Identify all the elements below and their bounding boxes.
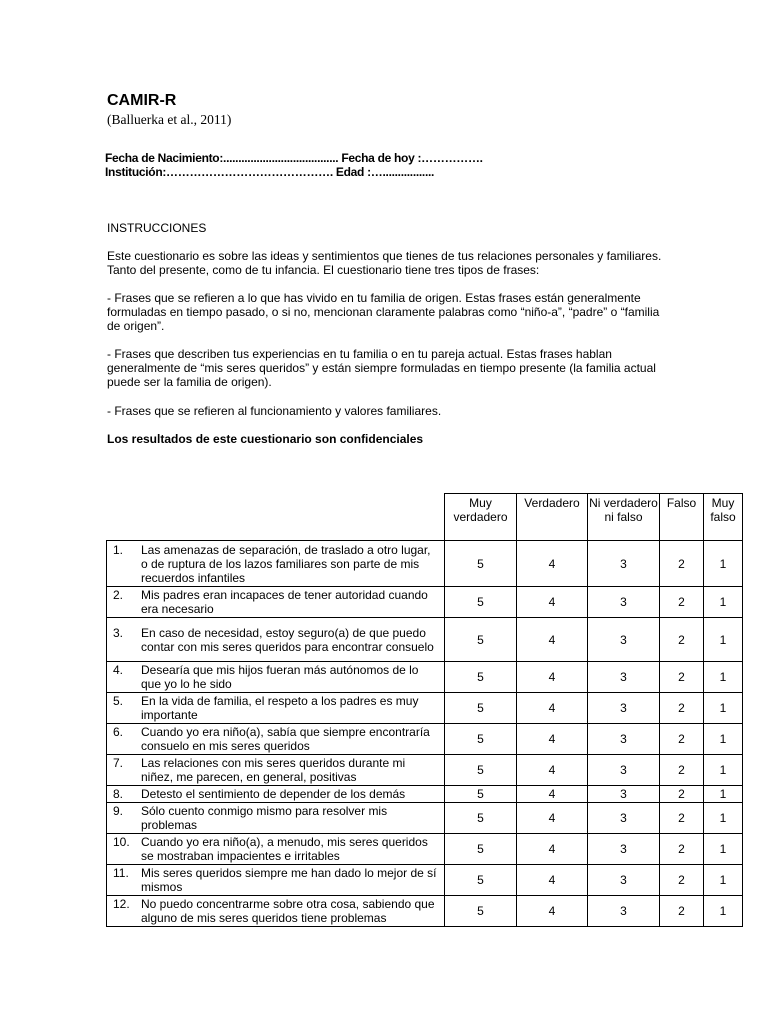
rating-option[interactable]: 4 [517, 693, 588, 724]
rating-option[interactable]: 1 [704, 755, 743, 786]
item-number: 6. [113, 725, 124, 739]
rating-option[interactable]: 4 [517, 896, 588, 927]
rating-option[interactable]: 5 [445, 786, 517, 803]
instructions-paragraph-2: - Frases que se refieren a lo que has vivido en tu familia de origen. Estas frases están generalmente formuladas en tiempo pasado, o si no, mencionan claramente palabras como “niño-a”, “padre” o “familia de origen”. [107, 291, 660, 333]
instructions-heading: INSTRUCCIONES [107, 221, 207, 235]
rating-option[interactable]: 3 [588, 786, 660, 803]
item-cell [107, 803, 445, 834]
rating-option[interactable]: 1 [704, 662, 743, 693]
rating-option[interactable]: 4 [517, 541, 588, 587]
table-row [107, 896, 743, 927]
rating-option[interactable]: 5 [445, 587, 517, 618]
item-cell [107, 865, 445, 896]
rating-option[interactable]: 2 [660, 587, 704, 618]
table-row [107, 803, 743, 834]
column-header-muy-verdadero: Muy verdadero [445, 494, 517, 541]
rating-option[interactable]: 3 [588, 693, 660, 724]
item-cell [107, 541, 445, 587]
citation: (Balluerka et al., 2011) [107, 112, 232, 127]
item-cell [107, 618, 445, 662]
table-row [107, 786, 743, 803]
item-cell [107, 662, 445, 693]
item-number: 11. [113, 866, 129, 880]
table-row [107, 662, 743, 693]
item-number: 7. [113, 756, 124, 770]
column-header-muy-falso: Muy falso [704, 494, 743, 541]
item-statement: Las amenazas de separación, de traslado a otro lugar, o de ruptura de los lazos familiares son parte de mis recuerdos infantiles [141, 542, 431, 585]
header-blank-cell [107, 494, 445, 541]
rating-option[interactable]: 4 [517, 803, 588, 834]
rating-option[interactable]: 5 [445, 834, 517, 865]
item-cell [107, 724, 445, 755]
item-number: 10. [113, 835, 130, 849]
table-row [107, 834, 743, 865]
birthdate-date-line: Fecha de Nacimiento:...................................... Fecha de hoy :……………. [105, 151, 483, 165]
rating-option[interactable]: 5 [445, 662, 517, 693]
column-header-ni-verdadero-ni-falso: Ni verdadero ni falso [588, 494, 660, 541]
rating-option[interactable]: 1 [704, 803, 743, 834]
item-cell [107, 834, 445, 865]
column-header-verdadero: Verdadero [517, 494, 588, 541]
item-number: 8. [113, 787, 124, 801]
table-row [107, 724, 743, 755]
item-statement: Cuando yo era niño(a), sabía que siempre encontraría consuelo en mis seres queridos [141, 725, 430, 753]
rating-option[interactable]: 2 [660, 618, 704, 662]
item-statement: En caso de necesidad, estoy seguro(a) de que puedo contar con mis seres queridos para encontrar consuelo [141, 625, 434, 654]
rating-option[interactable]: 2 [660, 755, 704, 786]
item-statement: Mis padres eran incapaces de tener autoridad cuando era necesario [141, 588, 428, 616]
rating-option[interactable]: 1 [704, 587, 743, 618]
confidentiality-note: Los resultados de este cuestionario son confidenciales [107, 432, 424, 446]
item-number: 3. [113, 625, 124, 640]
rating-option[interactable]: 3 [588, 755, 660, 786]
rating-option[interactable]: 5 [445, 724, 517, 755]
item-cell [107, 587, 445, 618]
rating-option[interactable]: 5 [445, 896, 517, 927]
item-number: 5. [113, 694, 124, 708]
rating-option[interactable]: 3 [588, 865, 660, 896]
rating-option[interactable]: 1 [704, 865, 743, 896]
item-number: 9. [113, 804, 124, 818]
rating-option[interactable]: 4 [517, 618, 588, 662]
column-header-falso: Falso [660, 494, 704, 541]
rating-option[interactable]: 3 [588, 803, 660, 834]
item-statement: Mis seres queridos siempre me han dado lo mejor de sí mismos [141, 866, 437, 894]
rating-option[interactable]: 1 [704, 724, 743, 755]
rating-option[interactable]: 2 [660, 896, 704, 927]
item-statement: No puedo concentrarme sobre otra cosa, sabiendo que alguno de mis seres queridos tiene problemas [141, 897, 435, 925]
item-number: 1. [113, 542, 124, 557]
item-statement: En la vida de familia, el respeto a los padres es muy importante [141, 694, 419, 722]
rating-option[interactable]: 1 [704, 693, 743, 724]
instructions-paragraph-4: - Frases que se refieren al funcionamiento y valores familiares. [107, 404, 442, 418]
questionnaire-table [106, 493, 743, 927]
table-row [107, 541, 743, 587]
item-cell [107, 896, 445, 927]
rating-option[interactable]: 5 [445, 541, 517, 587]
rating-option[interactable]: 2 [660, 693, 704, 724]
item-cell [107, 786, 445, 803]
rating-option[interactable]: 2 [660, 541, 704, 587]
item-statement: Las relaciones con mis seres queridos durante mi niñez, me parecen, en general, positivas [141, 756, 406, 784]
item-statement: Sólo cuento conmigo mismo para resolver mis problemas [141, 804, 388, 832]
rating-option[interactable]: 1 [704, 541, 743, 587]
item-cell [107, 693, 445, 724]
table-header-row [107, 494, 743, 541]
rating-option[interactable]: 2 [660, 865, 704, 896]
rating-option[interactable]: 5 [445, 865, 517, 896]
rating-option[interactable]: 4 [517, 865, 588, 896]
table-row [107, 755, 743, 786]
rating-option[interactable]: 2 [660, 724, 704, 755]
rating-option[interactable]: 4 [517, 786, 588, 803]
item-number: 4. [113, 663, 124, 677]
rating-option[interactable]: 4 [517, 755, 588, 786]
item-cell [107, 755, 445, 786]
rating-option[interactable]: 1 [704, 618, 743, 662]
item-statement: Detesto el sentimiento de depender de los demás [141, 787, 406, 801]
institution-age-line: Institución:……………………………………. Edad :…................. [105, 165, 435, 179]
item-statement: Desearía que mis hijos fueran más autónomos de lo que yo lo he sido [141, 663, 419, 691]
rating-option[interactable]: 5 [445, 803, 517, 834]
rating-option[interactable]: 3 [588, 587, 660, 618]
table-row [107, 865, 743, 896]
document-title: CAMIR-R [107, 92, 177, 109]
rating-option[interactable]: 3 [588, 834, 660, 865]
rating-option[interactable]: 4 [517, 587, 588, 618]
item-number: 12. [113, 897, 130, 911]
rating-option[interactable]: 5 [445, 618, 517, 662]
rating-option[interactable]: 2 [660, 834, 704, 865]
item-number: 2. [113, 588, 124, 602]
table-row [107, 618, 743, 662]
rating-option[interactable]: 2 [660, 786, 704, 803]
rating-option[interactable]: 5 [445, 693, 517, 724]
rating-option[interactable]: 1 [704, 834, 743, 865]
rating-option[interactable]: 4 [517, 834, 588, 865]
rating-option[interactable]: 3 [588, 618, 660, 662]
rating-option[interactable]: 3 [588, 662, 660, 693]
rating-option[interactable]: 5 [445, 755, 517, 786]
instructions-paragraph-1: Este cuestionario es sobre las ideas y sentimientos que tienes de tus relaciones personales y familiares. Tanto del presente, como de tu infancia. El cuestionario tiene tres tipos de frases: [107, 249, 662, 277]
table-row [107, 693, 743, 724]
rating-option[interactable]: 1 [704, 896, 743, 927]
rating-option[interactable]: 3 [588, 896, 660, 927]
table-row [107, 587, 743, 618]
rating-option[interactable]: 4 [517, 724, 588, 755]
rating-option[interactable]: 3 [588, 541, 660, 587]
rating-option[interactable]: 4 [517, 662, 588, 693]
item-statement: Cuando yo era niño(a), a menudo, mis seres queridos se mostraban impacientes e irritables [141, 835, 428, 863]
rating-option[interactable]: 1 [704, 786, 743, 803]
rating-option[interactable]: 3 [588, 724, 660, 755]
instructions-paragraph-3: - Frases que describen tus experiencias en tu familia o en tu pareja actual. Estas frases hablan generalmente de “mis seres queridos” y están siempre formuladas en tiempo presente (la familia actual puede ser la familia de origen). [107, 347, 656, 389]
rating-option[interactable]: 2 [660, 662, 704, 693]
respondent-fields [105, 151, 483, 179]
rating-option[interactable]: 2 [660, 803, 704, 834]
